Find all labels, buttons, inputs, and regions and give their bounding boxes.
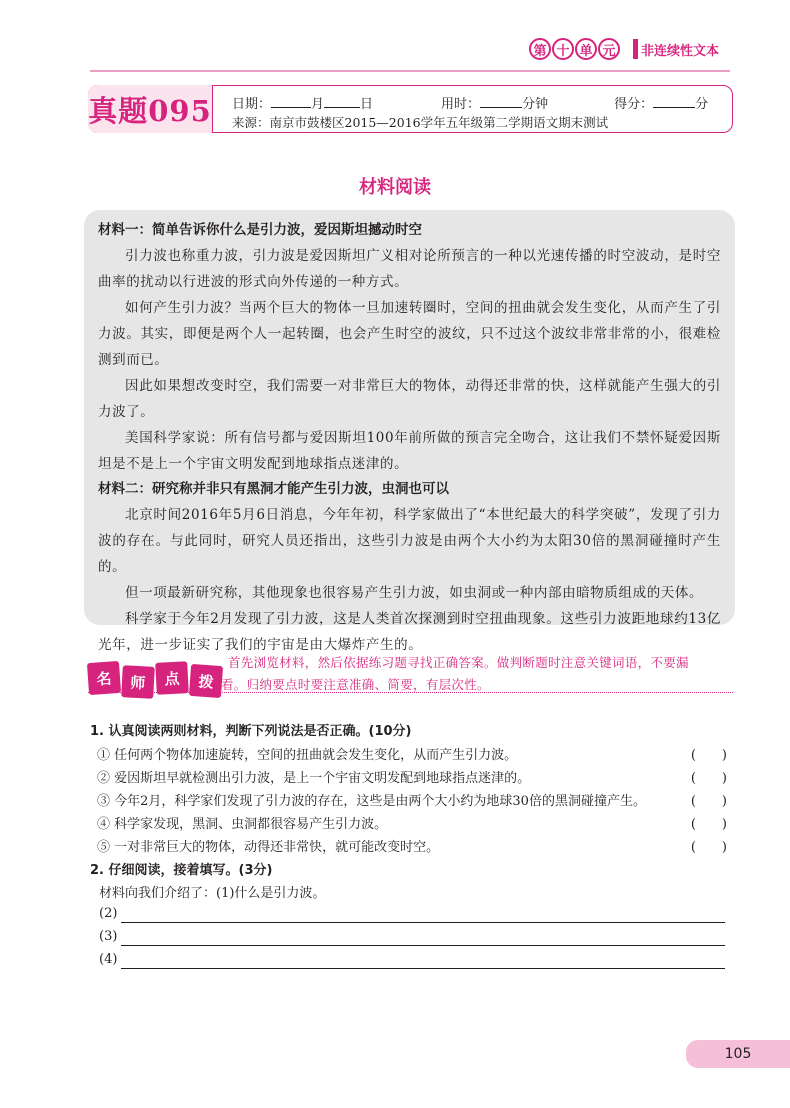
fill-in-line[interactable]	[99, 949, 725, 971]
exam-badge	[88, 85, 213, 133]
paragraph: 北京时间2016年5月6日消息，今年年初，科学家做出了“本世纪最大的科学突破”，发现了引力波的存在。与此同时，研究人员还指出，这些引力波是由两个大小约为太阳30倍的黑洞碰撞时产生的。	[98, 507, 721, 575]
fill-label: (2)	[99, 906, 118, 921]
paragraph: 但一项最新研究称，其他现象也很容易产生引力波，如虫洞或一种内部由暗物质组成的天体。	[125, 585, 704, 601]
question-2-intro: 材料向我们介绍了：(1)什么是引力波。	[99, 886, 326, 901]
tip-char: 师	[121, 665, 155, 699]
exam-title-box	[88, 85, 733, 133]
judge-item-text: ① 任何两个物体加速旋转，空间的扭曲就会发生变化，从而产生引力波。	[97, 748, 518, 763]
paragraph: 科学家于今年2月发现了引力波，这是人类首次探测到时空扭曲现象。这些引力波距地球约13亿光年，进一步证实了我们的宇宙是由大爆炸产生的。	[98, 611, 721, 653]
paragraph: 美国科学家说：所有信号都与爱因斯坦100年前所做的预言完全吻合，这让我们不禁怀疑爱因斯坦是不是上一个宇宙文明发配到地球指点迷津的。	[98, 430, 721, 472]
judge-item	[97, 767, 727, 786]
judge-item-text: ② 爱因斯坦早就检测出引力波，是上一个宇宙文明发配到地球指点迷津的。	[97, 771, 531, 786]
info-line	[232, 93, 708, 112]
reading-panel	[84, 210, 735, 653]
unit-char: 十	[552, 38, 574, 60]
tip-divider	[88, 692, 733, 693]
judge-item-text: ⑤ 一对非常巨大的物体，动得还非常快，就可能改变时空。	[97, 840, 440, 855]
month-label: 月	[311, 97, 325, 112]
divider-bar	[633, 39, 638, 59]
unit-header	[529, 38, 719, 60]
reading-title: 材料阅读	[359, 177, 431, 198]
judge-item	[97, 744, 727, 763]
page-number: 105	[686, 1040, 790, 1068]
month-blank[interactable]	[271, 95, 311, 108]
answer-parentheses[interactable]: ( )	[690, 748, 727, 763]
judge-item	[97, 813, 727, 832]
score-unit: 分	[695, 97, 709, 112]
answer-parentheses[interactable]: ( )	[690, 771, 727, 786]
day-blank[interactable]	[324, 95, 360, 108]
tip-text	[221, 652, 733, 696]
answer-parentheses[interactable]: ( )	[690, 840, 727, 855]
source-line: 来源：南京市鼓楼区2015—2016学年五年级第二学期语文期末测试	[232, 115, 609, 130]
judge-item-text: ③ 今年2月，科学家们发现了引力波的存在，这些是由两个大小约为地球30倍的黑洞碰撞产生。	[97, 794, 646, 809]
tip-char: 拨	[189, 664, 223, 698]
subject-label: 非连续性文本	[641, 43, 720, 59]
tip-line: 看。归纳要点时要注意准确、简要，有层次性。	[221, 677, 490, 692]
judge-item	[97, 836, 727, 855]
answer-line[interactable]	[121, 945, 725, 946]
judge-item	[97, 790, 727, 809]
day-label: 日	[360, 97, 374, 112]
material2-heading: 材料二：研究称并非只有黑洞才能产生引力波，虫洞也可以	[98, 481, 449, 497]
material1-heading: 材料一：简单告诉你什么是引力波，爱因斯坦撼动时空	[98, 222, 422, 238]
fill-label: (4)	[99, 952, 118, 967]
tip-line: 首先浏览材料，然后依据练习题寻找正确答案。做判断题时注意关键词语，不要漏	[228, 655, 689, 670]
unit-char: 第	[529, 38, 551, 60]
answer-parentheses[interactable]: ( )	[690, 794, 727, 809]
answer-line[interactable]	[121, 922, 725, 923]
judge-item-text: ④ 科学家发现，黑洞、虫洞都很容易产生引力波。	[97, 817, 388, 832]
fill-label: (3)	[99, 929, 118, 944]
question-1-heading: 1. 认真阅读两则材料，判断下列说法是否正确。(10分)	[90, 724, 412, 739]
fill-in-line[interactable]	[99, 926, 725, 948]
header-rule	[90, 70, 730, 72]
answer-parentheses[interactable]: ( )	[690, 817, 727, 832]
time-label: 用时：	[441, 97, 481, 112]
unit-char: 单	[575, 38, 597, 60]
score-blank[interactable]	[653, 95, 695, 108]
time-blank[interactable]	[480, 95, 522, 108]
fill-in-line[interactable]	[99, 903, 725, 925]
date-label: 日期：	[232, 97, 272, 112]
answer-line[interactable]	[121, 968, 725, 969]
paragraph: 因此如果想改变时空，我们需要一对非常巨大的物体，动得还非常的快，这样就能产生强大的引力波了。	[98, 378, 721, 420]
paragraph: 引力波也称重力波，引力波是爱因斯坦广义相对论所预言的一种以光速传播的时空波动，是时空曲率的扰动以行进波的形式向外传递的一种方式。	[98, 248, 721, 290]
score-label: 得分：	[614, 97, 654, 112]
unit-char: 元	[598, 38, 620, 60]
question-2-heading: 2. 仔细阅读，接着填写。(3分)	[90, 863, 273, 878]
minutes-label: 分钟	[522, 97, 549, 112]
tip-char: 名	[87, 661, 121, 695]
tip-char: 点	[155, 661, 189, 695]
paragraph: 如何产生引力波？当两个巨大的物体一旦加速转圈时，空间的扭曲就会发生变化，从而产生了引力波。其实，即便是两个人一起转圈，也会产生时空的波纹，只不过这个波纹非常非常的小，很难检测到而已。	[98, 300, 721, 368]
exam-badge-text: 真题095	[88, 93, 212, 128]
